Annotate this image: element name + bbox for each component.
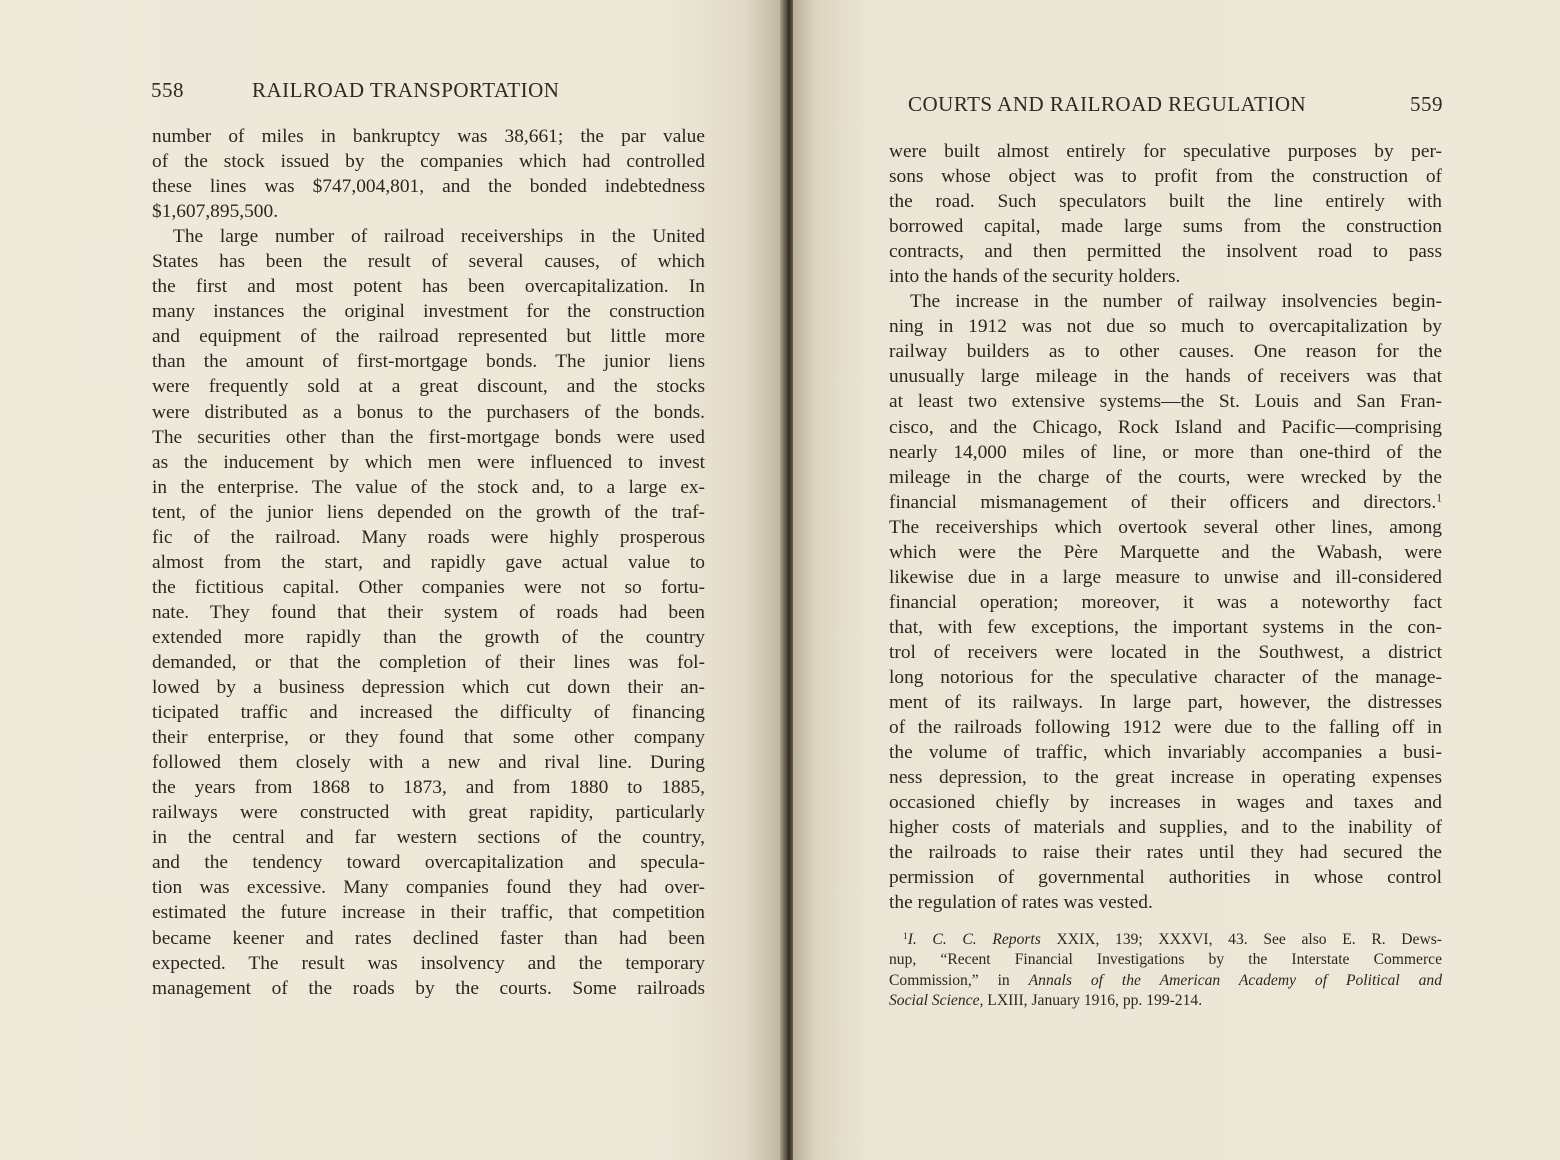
line-text: permission of governmental authorities in whose control (889, 867, 1442, 889)
text-line (152, 224, 705, 249)
line-text: financial operation; moreover, it was a noteworthy fact (889, 591, 1442, 613)
line-text: that, with few exceptions, the important systems in the con- (889, 616, 1442, 638)
line-text: estimated the future increase in their traffic, that competition (152, 902, 705, 924)
text-line (889, 540, 1442, 565)
line-text: of the stock issued by the companies which had controlled (152, 151, 705, 173)
footnote-text: XXIX, 139; XXXVI, 43. See also E. R. Dews- (1040, 931, 1442, 948)
text-line (889, 765, 1442, 790)
line-text: tion was excessive. Many companies found they had over- (152, 877, 705, 899)
text-line (889, 264, 1442, 289)
text-line (889, 415, 1442, 440)
text-line (889, 440, 1442, 465)
footnote-line (889, 971, 1442, 991)
line-text: railway builders as to other causes. One reason for the (889, 341, 1442, 363)
line-text: unusually large mileage in the hands of receivers was that (889, 366, 1442, 388)
line-text: fic of the railroad. Many roads were highly prosperous (152, 526, 705, 548)
text-line (152, 725, 705, 750)
text-line (152, 249, 705, 274)
footnote-text: LXIII, January 1916, pp. 199-214. (983, 992, 1203, 1010)
line-text: The increase in the number of railway insolvencies begin- (910, 291, 1442, 313)
line-text: the first and most potent has been overcapitalization. In (152, 276, 705, 298)
text-line (889, 214, 1442, 239)
line-text: the volume of traffic, which invariably accompanies a busi- (889, 742, 1442, 764)
text-line (889, 139, 1442, 164)
text-line (152, 199, 705, 224)
text-line (889, 239, 1442, 264)
line-text: The large number of railroad receiverships in the United (173, 226, 705, 248)
line-text: the road. Such speculators built the line entirely with (889, 191, 1442, 213)
line-text: cisco, and the Chicago, Rock Island and Pacific—comprising (889, 416, 1442, 438)
line-text: the regulation of rates was vested. (889, 892, 1153, 914)
text-line (889, 590, 1442, 615)
left-page-body (152, 124, 705, 1001)
line-text: at least two extensive systems—the St. Louis and San Fran- (889, 391, 1442, 413)
line-text: which were the Père Marquette and the Wabash, were (889, 541, 1442, 563)
line-text: expected. The result was insolvency and the temporary (152, 952, 705, 974)
left-page-header (151, 78, 706, 104)
footnote-line (889, 991, 1442, 1011)
line-text: The securities other than the first-mortgage bonds were used (152, 426, 705, 448)
line-text: number of miles in bankruptcy was 38,661; the par value (152, 126, 705, 147)
right-page (793, 0, 1560, 1160)
line-text: became keener and rates declined faster than had been (152, 927, 705, 949)
text-line (152, 800, 705, 825)
page-number: 559 (1410, 92, 1443, 116)
text-line (152, 174, 705, 199)
text-line (152, 775, 705, 800)
text-line (889, 364, 1442, 389)
line-text: States has been the result of several causes, of which (152, 251, 705, 273)
text-line (889, 615, 1442, 640)
line-text: demanded, or that the completion of their lines was fol- (152, 651, 705, 673)
line-text: long notorious for the speculative character of the manage- (889, 666, 1442, 688)
footnote (889, 930, 1442, 1012)
text-line (889, 465, 1442, 490)
footnote-italic-text: Annals of the American Academy of Political and (1028, 971, 1442, 989)
text-line (889, 715, 1442, 740)
footnote-italic-text: I. C. C. Reports (907, 931, 1041, 948)
text-line (152, 575, 705, 600)
line-text: The receiverships which overtook several other lines, among (889, 516, 1442, 538)
text-line (152, 600, 705, 625)
footnote-marker: 1 (903, 931, 908, 942)
text-line (889, 565, 1442, 590)
line-text: sons whose object was to profit from the construction of (889, 166, 1442, 188)
text-line (889, 815, 1442, 840)
text-line (152, 700, 705, 725)
text-line (889, 515, 1442, 540)
text-line (152, 450, 705, 475)
line-text: trol of receivers were located in the Southwest, a district (889, 641, 1442, 663)
text-line (152, 149, 705, 174)
text-line (152, 274, 705, 299)
text-line (152, 475, 705, 500)
line-text: and the tendency toward overcapitalization and specula- (152, 852, 705, 874)
text-line (889, 690, 1442, 715)
line-text: nearly 14,000 miles of line, or more than one-third of the (889, 441, 1442, 463)
running-head: COURTS AND RAILROAD REGULATION (908, 92, 1307, 116)
line-text: borrowed capital, made large sums from the construction (889, 216, 1442, 238)
line-text: management of the roads by the courts. Some railroads (152, 977, 705, 999)
line-text: in the central and far western sections of the country, (152, 827, 705, 849)
line-text: than the amount of first-mortgage bonds. The junior liens (152, 351, 705, 373)
line-text: their enterprise, or they found that some other company (152, 727, 705, 749)
text-line (152, 299, 705, 324)
text-line (152, 650, 705, 675)
text-line (152, 349, 705, 374)
line-text: tent, of the junior liens depended on the growth of the traf- (152, 501, 705, 523)
footnote-line (889, 950, 1442, 970)
text-line (889, 490, 1442, 515)
line-text: nate. They found that their system of roads had been (152, 601, 705, 623)
text-line (152, 324, 705, 349)
text-line (889, 840, 1442, 865)
footnote-text: nup, “Recent Financial Investigations by the Interstate Commerce (889, 951, 1442, 969)
line-text: financial mismanagement of their officers and directors. (889, 491, 1437, 513)
text-line (889, 164, 1442, 189)
text-line (889, 189, 1442, 214)
line-text: and equipment of the railroad represented but little more (152, 326, 705, 348)
right-page-body (889, 139, 1442, 915)
text-line (152, 550, 705, 575)
line-text: railways were constructed with great rapidity, particularly (152, 802, 705, 824)
line-text: contracts, and then permitted the insolvent road to pass (889, 241, 1442, 263)
footnote-reference: 1 (1436, 491, 1442, 505)
text-line (889, 890, 1442, 915)
line-text: were distributed as a bonus to the purchasers of the bonds. (152, 401, 705, 423)
text-line (889, 865, 1442, 890)
text-line (152, 124, 705, 149)
text-line (152, 374, 705, 399)
footnote-italic-text: Social Science, (889, 992, 984, 1010)
page-number: 558 (151, 78, 184, 102)
text-line (152, 875, 705, 900)
text-line (152, 951, 705, 976)
line-text: lowed by a business depression which cut down their an- (152, 677, 705, 699)
line-text: ness depression, to the great increase in operating expenses (889, 767, 1442, 789)
line-text: the years from 1868 to 1873, and from 1880 to 1885, (152, 777, 705, 799)
line-text: these lines was $747,004,801, and the bonded indebtedness (152, 176, 705, 198)
line-text: ning in 1912 was not due so much to overcapitalization by (889, 316, 1442, 338)
line-text: were built almost entirely for speculative purposes by per- (889, 141, 1442, 162)
text-line (152, 400, 705, 425)
line-text: almost from the start, and rapidly gave actual value to (152, 551, 705, 573)
text-line (152, 900, 705, 925)
line-text: mileage in the charge of the courts, were wrecked by the (889, 466, 1442, 488)
text-line (152, 850, 705, 875)
text-line (889, 289, 1442, 314)
line-text: occasioned chiefly by increases in wages and taxes and (889, 792, 1442, 814)
line-text: were frequently sold at a great discount, and the stocks (152, 376, 705, 398)
text-line (152, 425, 705, 450)
line-text: $1,607,895,500. (152, 201, 279, 223)
line-text: ment of its railways. In large part, however, the distresses (889, 692, 1442, 714)
text-line (152, 926, 705, 951)
line-text: higher costs of materials and supplies, and to the inability of (889, 817, 1442, 839)
line-text: followed them closely with a new and rival line. During (152, 752, 705, 774)
running-head: RAILROAD TRANSPORTATION (252, 78, 560, 102)
line-text: as the inducement by which men were influenced to invest (152, 451, 705, 473)
text-line (889, 740, 1442, 765)
right-page-header (908, 92, 1443, 118)
footnote-line (889, 930, 1442, 950)
text-line (889, 665, 1442, 690)
line-text: into the hands of the security holders. (889, 266, 1181, 288)
line-text: likewise due in a large measure to unwise and ill-considered (889, 566, 1442, 588)
text-line (889, 640, 1442, 665)
text-line (152, 500, 705, 525)
footnote-text: Commission,” in (889, 971, 1029, 989)
text-line (889, 389, 1442, 414)
text-line (152, 675, 705, 700)
text-line (889, 790, 1442, 815)
text-line (152, 525, 705, 550)
line-text: extended more rapidly than the growth of the country (152, 626, 705, 648)
line-text: the railroads to raise their rates until they had secured the (889, 842, 1442, 864)
text-line (152, 750, 705, 775)
text-line (152, 825, 705, 850)
text-line (889, 339, 1442, 364)
line-text: ticipated traffic and increased the difficulty of financing (152, 702, 705, 724)
text-line (889, 314, 1442, 339)
line-text: in the enterprise. The value of the stock and, to a large ex- (152, 476, 705, 498)
line-text: the fictitious capital. Other companies were not so fortu- (152, 576, 705, 598)
line-text: many instances the original investment for the construction (152, 301, 705, 323)
text-line (152, 625, 705, 650)
line-text: of the railroads following 1912 were due to the falling off in (889, 717, 1442, 739)
text-line (152, 976, 705, 1001)
